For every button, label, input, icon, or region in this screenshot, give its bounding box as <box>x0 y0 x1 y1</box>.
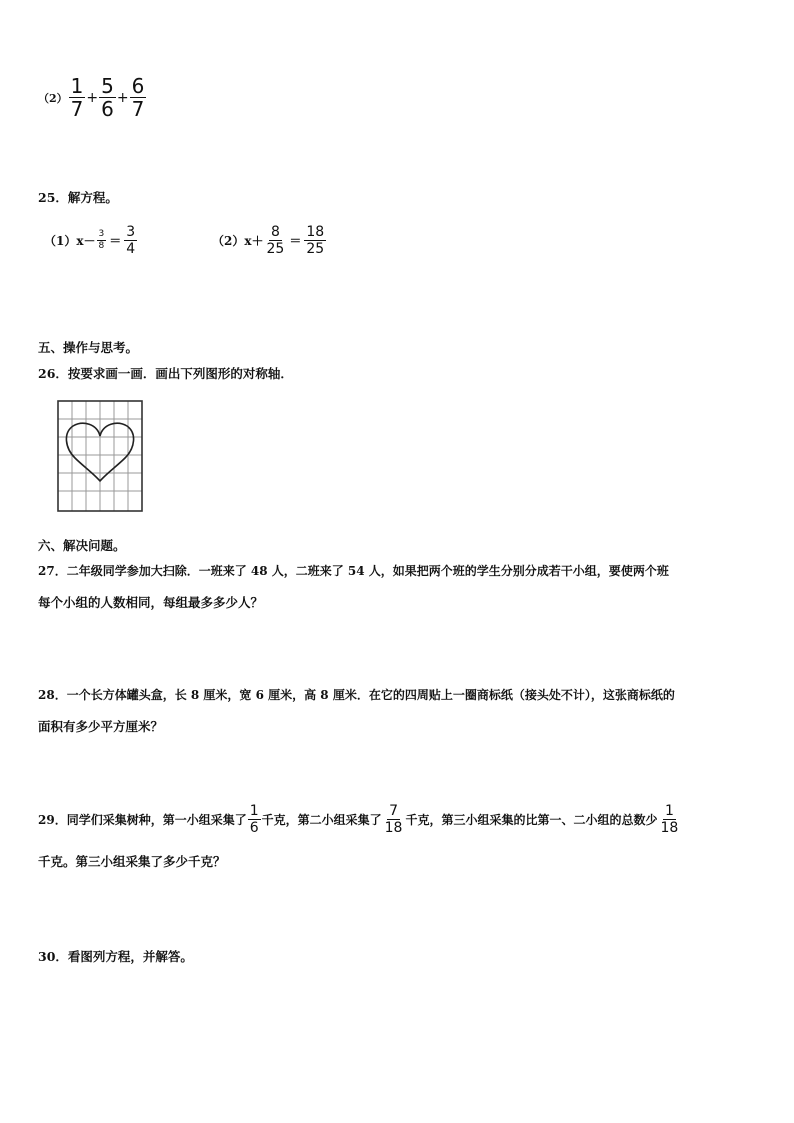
q25-eq2-fraction-1: $\frac{8}{25}$ <box>266 224 285 257</box>
q24-label: （2） <box>38 91 68 105</box>
q26-text: 26．按要求画一画．画出下列图形的对称轴． <box>38 366 293 381</box>
q24-fraction-2: $\frac{5}{6}$ <box>101 74 114 121</box>
q24-plus-2: + <box>116 89 129 106</box>
q28-line-1: 28．一个长方体罐头盒，长 8 厘米，宽 6 厘米，高 8 厘米．在它的四周贴上一圈商标纸（接头处不计），这张商标纸的 <box>38 688 675 702</box>
q29-line-1 <box>38 804 681 835</box>
section-6-heading: 六、解决问题。 <box>38 538 126 553</box>
q24-fraction-3: $\frac{6}{7}$ <box>131 74 145 121</box>
q29-text-1: 29．同学们采集树种，第一小组采集了 <box>38 813 247 827</box>
q29-fraction-3: $\frac{1}{18}$ <box>660 803 679 836</box>
q25-eq1-equals: ＝ <box>109 234 122 248</box>
q25-title: 25．解方程。 <box>38 190 118 205</box>
q24-plus-1: + <box>86 89 99 106</box>
q29-text-3: 千克，第三小组采集的比第一、二小组的总数少 <box>405 813 658 827</box>
heart-grid-figure <box>57 400 143 512</box>
q25-eq2-label: （2）x＋ <box>212 234 264 248</box>
q29-line-2: 千克。第三小组采集了多少千克？ <box>38 854 226 869</box>
q25-equation-1 <box>44 225 138 256</box>
q25-eq1-label: （1）x－ <box>44 234 96 248</box>
q30-text: 30．看图列方程，并解答。 <box>38 949 193 964</box>
q25-eq2-fraction-2: $\frac{18}{25}$ <box>306 224 325 257</box>
q29-fraction-2: $\frac{7}{18}$ <box>384 803 403 836</box>
q29-text-2: 千克，第二小组采集了 <box>261 813 382 827</box>
q25-equation-2 <box>212 225 327 256</box>
q25-eq1-fraction-2: $\frac{3}{4}$ <box>126 224 136 257</box>
q27-line-1: 27．二年级同学参加大扫除．一班来了 48 人，二班来了 54 人，如果把两个班的学生分别分成若干小组，要使两个班 <box>38 564 669 578</box>
q25-eq1-fraction-1: $\frac{3}{8}$ <box>98 229 105 251</box>
q25-eq2-equals: ＝ <box>289 234 302 248</box>
q29-fraction-1: $\frac{1}{6}$ <box>249 803 259 836</box>
q27-line-2: 每个小组的人数相同，每组最多多少人？ <box>38 595 264 610</box>
section-5-heading: 五、操作与思考。 <box>38 340 139 355</box>
q28-line-2: 面积有多少平方厘米？ <box>38 719 164 734</box>
q24-fraction-1: $\frac{1}{7}$ <box>70 74 84 121</box>
q24-expression <box>38 76 147 119</box>
